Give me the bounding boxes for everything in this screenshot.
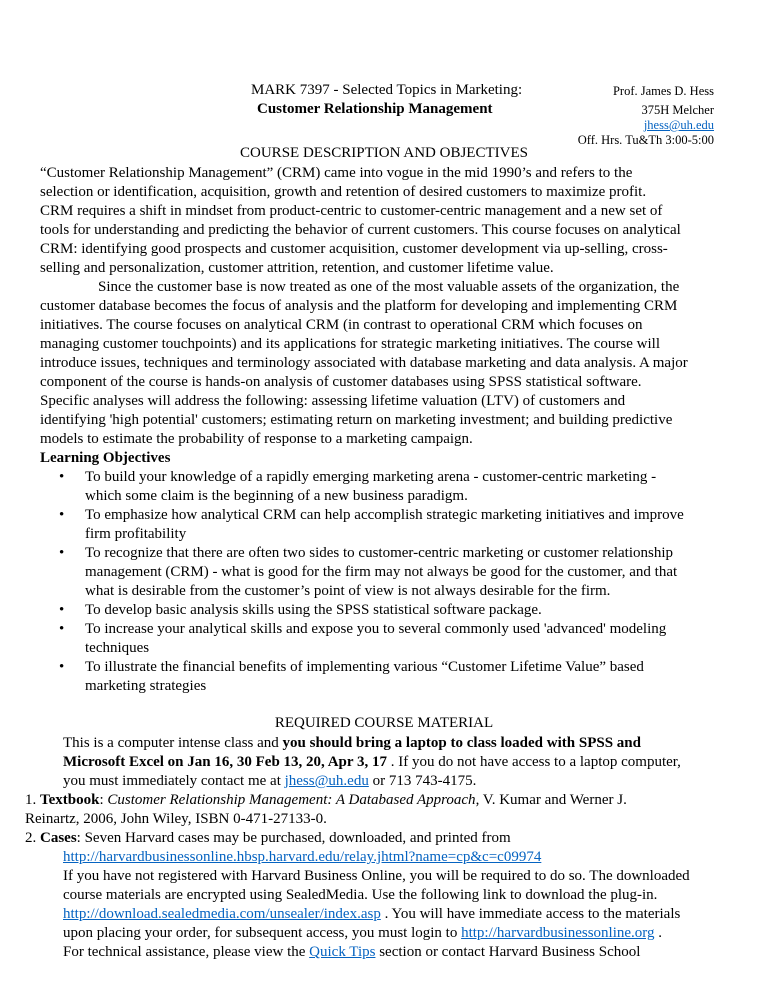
cases-item: 2. Cases: Seven Harvard cases may be purchased, downloaded, and printed from — [25, 830, 511, 846]
cases-text: upon placing your order, for subsequent access, you must login to http://harvardbusinessonline.org . — [63, 925, 663, 941]
bullet-icon: • — [59, 602, 65, 618]
desc-line: selling and personalization, customer attrition, retention, and customer lifetime value. — [40, 260, 554, 276]
sealedmedia-link[interactable]: http://download.sealedmedia.com/unsealer/index.asp — [63, 906, 381, 922]
textbook-item-cont: Reinartz, 2006, John Wiley, ISBN 0-471-27133-0. — [25, 811, 327, 827]
office-location: 375H Melcher — [641, 103, 714, 117]
cases-text: For technical assistance, please view the Quick Tips section or contact Harvard Business School — [63, 944, 641, 960]
required-intro: This is a computer intense class and you should bring a laptop to class loaded with SPSS and — [63, 735, 641, 751]
course-subtitle: Customer Relationship Management — [257, 101, 493, 117]
objective-item: • To build your knowledge of a rapidly emerging marketing arena - customer-centric marketing - — [59, 469, 657, 485]
objective-item: • To illustrate the financial benefits of implementing various “Customer Lifetime Value” based — [59, 659, 644, 675]
desc-line: customer database becomes the focus of analysis and the platform for developing and implementing CRM — [40, 298, 678, 314]
desc-line: Specific analyses will address the following: assessing lifetime valuation (LTV) of customers and — [40, 393, 626, 409]
objective-item-cont: management (CRM) - what is good for the firm may not always be good for the customer, and that — [85, 564, 678, 580]
desc-line: managing customer touchpoints) and its applications for strategic marketing initiatives. The course will — [40, 336, 660, 352]
desc-line: CRM: identifying good prospects and customer acquisition, customer development via up-selling, cross- — [40, 241, 668, 257]
bullet-icon: • — [59, 507, 65, 523]
professor-name: Prof. James D. Hess — [612, 84, 714, 98]
objective-item-cont: what is desirable from the customer’s point of view is not always desirable for the firm. — [85, 583, 611, 599]
harvard-login-link[interactable]: http://harvardbusinessonline.org — [461, 925, 655, 941]
required-heading: REQUIRED COURSE MATERIAL — [274, 715, 494, 731]
bullet-icon: • — [59, 659, 65, 675]
desc-line: tools for understanding and predicting the behavior of current customers. This course focuses on analytical — [40, 222, 681, 238]
desc-line: selection or identification, acquisition, growth and retention of desired customers to maximize profit. — [40, 184, 647, 200]
harvard-cases-link[interactable]: http://harvardbusinessonline.hbsp.harvard.edu/relay.jhtml?name=cp&c=c09974 — [63, 849, 542, 865]
cases-text: course materials are encrypted using SealedMedia. Use the following link to download the plug-in. — [63, 887, 658, 903]
professor-email-link[interactable]: jhess@uh.edu — [643, 118, 714, 132]
desc-line: Since the customer base is now treated as one of the most valuable assets of the organization, the — [98, 279, 680, 295]
required-body — [25, 734, 740, 962]
objective-item: • To emphasize how analytical CRM can help accomplish strategic marketing initiatives and improve — [59, 507, 684, 523]
contact-email-link[interactable]: jhess@uh.edu — [284, 773, 369, 789]
course-code-title: MARK 7397 - Selected Topics in Marketing: — [251, 82, 523, 98]
desc-line: introduce issues, techniques and terminology associated with database marketing and data analysis. A major — [40, 355, 688, 371]
objective-item-cont: firm profitability — [85, 526, 187, 542]
bullet-icon: • — [59, 469, 65, 485]
objectives-heading: Learning Objectives — [40, 450, 171, 466]
desc-line: CRM requires a shift in mindset from product-centric to customer-centric management and a new set of — [40, 203, 663, 219]
desc-line: initiatives. The course focuses on analytical CRM (in contrast to operational CRM which focuses on — [40, 317, 643, 333]
textbook-item: 1. Textbook: Customer Relationship Management: A Databased Approach, V. Kumar and Werner J. — [25, 792, 627, 808]
desc-line: models to estimate the probability of response to a marketing campaign. — [40, 431, 473, 447]
bullet-icon: • — [59, 545, 65, 561]
objective-item-cont: techniques — [85, 640, 150, 656]
objective-item: • To recognize that there are often two sides to customer-centric marketing or customer relationship — [59, 545, 674, 561]
desc-line: “Customer Relationship Management” (CRM) came into vogue in the mid 1990’s and refers to the — [40, 165, 633, 181]
cases-text: http://download.sealedmedia.com/unsealer/index.asp . You will have immediate access to the materials — [63, 906, 681, 922]
required-intro: you must immediately contact me at jhess@uh.edu or 713 743-4175. — [63, 773, 477, 789]
quick-tips-link[interactable]: Quick Tips — [309, 944, 376, 960]
required-intro: Microsoft Excel on Jan 16, 30 Feb 13, 20, Apr 3, 17 . If you do not have access to a laptop computer, — [63, 754, 681, 770]
description-body — [40, 164, 740, 696]
bullet-icon: • — [59, 621, 65, 637]
cases-text: If you have not registered with Harvard Business Online, you will be required to do so. The downloaded — [63, 868, 690, 884]
office-hours: Off. Hrs. Tu&Th 3:00-5:00 — [577, 133, 714, 147]
desc-line: identifying 'high potential' customers; estimating return on marketing investment; and building predictive — [40, 412, 673, 428]
description-heading: COURSE DESCRIPTION AND OBJECTIVES — [240, 145, 528, 161]
objective-item-cont: marketing strategies — [85, 678, 207, 694]
objective-item: • To develop basic analysis skills using the SPSS statistical software package. — [59, 602, 542, 618]
objective-item-cont: which some claim is the beginning of a new business paradigm. — [85, 488, 468, 504]
desc-line: component of the course is hands-on analysis of customer databases using SPSS statistical software. — [40, 374, 642, 390]
objective-item: • To increase your analytical skills and expose you to several commonly used 'advanced' modeling — [59, 621, 667, 637]
